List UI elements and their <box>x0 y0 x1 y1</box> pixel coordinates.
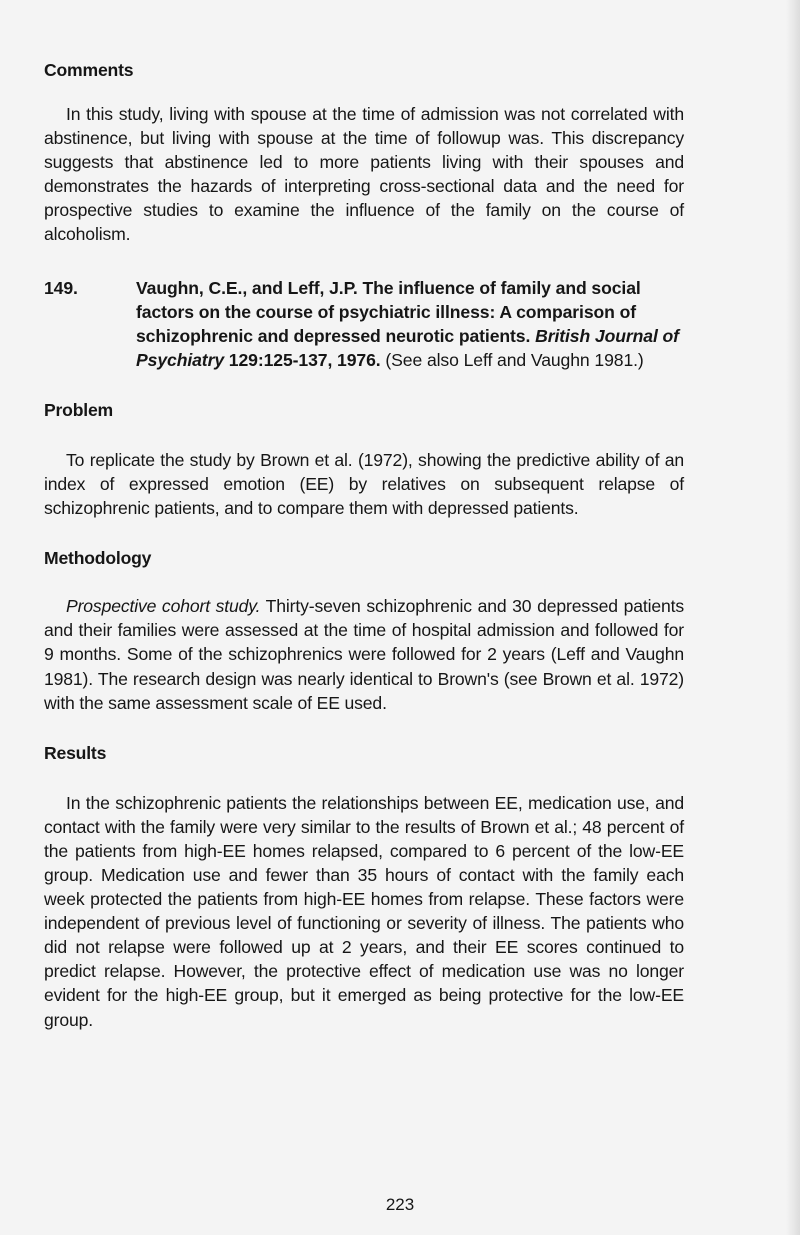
methodology-text: Thirty-seven schizophrenic and 30 depressed patients and their families were assessed at the time of hospital admission and followed for 9 months. Some of the schizophrenics were followed for 2 years (Leff and Vaughn 1981). The research design was nearly identical to Brown's (see Brown et al. 1972) with the same assessment scale of EE used. <box>44 596 684 713</box>
comments-heading: Comments <box>44 60 134 80</box>
citation-number: 149. <box>44 277 78 298</box>
citation-volume-pages: 129:125-137, 1976. <box>228 349 381 370</box>
methodology-lead: Prospective cohort study. <box>66 596 261 617</box>
citation-authors-title: Vaughn, C.E., and Leff, J.P. The influence of family and social factors on the course of psychiatric illness: A comparison of schizophrenic and depressed neurotic patients. <box>136 277 641 346</box>
methodology-paragraph <box>44 594 684 714</box>
methodology-heading: Methodology <box>44 548 152 569</box>
results-heading: Results <box>44 742 107 763</box>
page-body <box>44 58 684 1032</box>
citation-note: (See also Leff and Vaughn 1981.) <box>385 349 644 370</box>
page-number: 223 <box>385 1195 415 1214</box>
problem-heading: Problem <box>44 399 113 420</box>
results-paragraph: In the schizophrenic patients the relationships between EE, medication use, and contact with the family were very similar to the results of Brown et al.; 48 percent of the patients from high-EE homes relapsed, compared to 6 percent of the low-EE group. Medication use and fewer than 35 hours of contact with the family each week protected the patients from high-EE homes from relapse. These factors were independent of previous level of functioning or severity of illness. The patients who did not relapse were followed up at 2 years, and their EE scores continued to predict relapse. However, the protective effect of medication use was no longer evident for the high-EE group, but it emerged as being protective for the low-EE group. <box>44 792 684 1030</box>
citation-journal: British Journal of Psychiatry <box>136 325 679 370</box>
page-edge-shadow <box>786 0 800 1235</box>
problem-paragraph: To replicate the study by Brown et al. (1972), showing the predictive ability of an index of expressed emotion (EE) by relatives on subsequent relapse of schizophrenic patients, and to compare them with depressed patients. <box>44 449 684 519</box>
comments-paragraph: In this study, living with spouse at the time of admission was not correlated with abstinence, but living with spouse at the time of followup was. This discrepancy suggests that abstinence led to more patients living with their spouses and demonstrates the hazards of interpreting cross-sectional data and the need for prospective studies to examine the influence of the family on the course of alcoholism. <box>44 104 684 245</box>
citation-entry <box>44 276 684 372</box>
